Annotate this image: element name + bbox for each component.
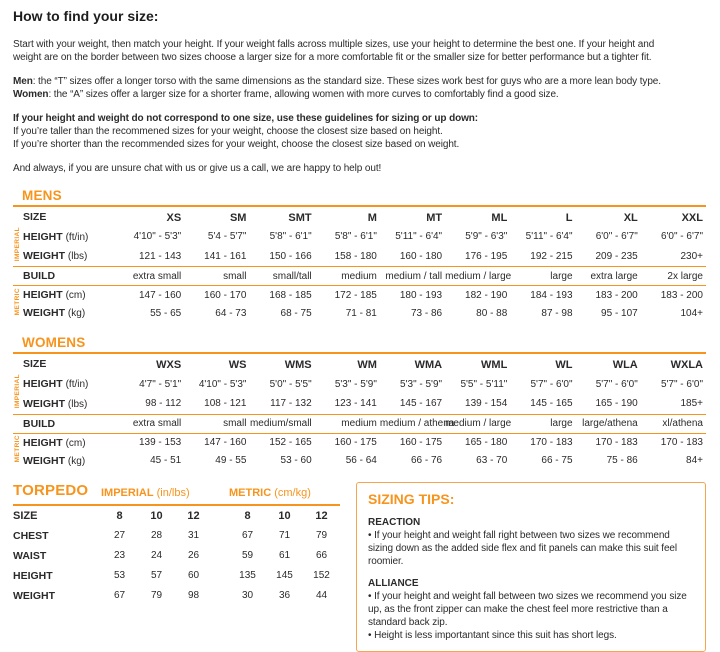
cell: 158 - 180 — [334, 250, 377, 262]
guideline-taller: If you’re taller than the recommened sizes for your weight, choose the closest size based on height. — [13, 126, 443, 137]
cell: 147 - 160 — [119, 286, 184, 305]
cell: 66 - 76 — [410, 455, 443, 467]
guideline-shorter: If you’re shorter than the recommended sizes for your weight, choose the closest size based on weight. — [13, 139, 460, 150]
womens-size-col: WMS — [284, 359, 312, 372]
cell: medium / tall — [380, 267, 445, 286]
cell: 5'0" - 5'5" — [269, 378, 312, 390]
cell: 183 - 200 — [641, 286, 706, 305]
cell: 165 - 180 — [445, 433, 510, 452]
torpedo-metric-heading: METRIC (cm/kg) — [229, 482, 340, 505]
cell: 145 — [276, 570, 293, 582]
cell: 5'7" - 6'0" — [530, 378, 573, 390]
cell: medium / athena — [380, 414, 445, 433]
cell: 12 — [315, 509, 328, 522]
cell: large — [510, 414, 575, 433]
cell: 160 - 175 — [380, 433, 445, 452]
mens-size-col: XL — [623, 212, 638, 224]
cell: 67 — [241, 530, 254, 542]
mens-build-row — [13, 267, 706, 286]
men-women-paragraph — [13, 75, 706, 101]
womens-size-col: WXS — [156, 359, 182, 372]
cell: 57 — [150, 570, 163, 582]
mens-section — [13, 188, 706, 322]
alliance-tip — [368, 577, 694, 642]
womens-size-col: WM — [357, 359, 377, 372]
mens-size-col: L — [565, 212, 573, 224]
cell: 123 - 141 — [334, 398, 377, 410]
guidelines-title: If your height and weight do not correspond to one size, use these guidelines for sizing or up down: — [13, 113, 479, 124]
size-row-label: SIZE — [23, 358, 47, 371]
build-row-label: BUILD — [23, 414, 119, 433]
cell: 185+ — [680, 398, 703, 410]
metric-vertical-label: METRIC — [14, 435, 21, 463]
mens-height-ftin-row — [13, 227, 706, 247]
cell: 12 — [187, 509, 200, 522]
cell: 108 - 121 — [204, 398, 247, 410]
womens-build-row — [13, 414, 706, 433]
womens-size-col: WML — [481, 359, 508, 372]
height-ftin-row-label: HEIGHT (ft/in) — [23, 230, 89, 243]
cell: 44 — [315, 590, 328, 602]
cell: 27 — [113, 530, 126, 542]
womens-weight-lbs-row — [13, 394, 706, 414]
cell: 139 - 154 — [465, 398, 508, 410]
cell: 209 - 235 — [595, 250, 638, 262]
cell: 53 - 60 — [280, 455, 312, 467]
womens-section — [13, 335, 706, 469]
cell: 75 - 86 — [606, 455, 638, 467]
cell: extra small — [119, 414, 184, 433]
cell: 68 - 75 — [280, 307, 312, 319]
intro-line: Start with your weight, then match your height. If your weight falls across multiple sizes, use your height to determine the best one. If your height and — [13, 39, 655, 50]
mens-weight-kg-row — [13, 304, 706, 322]
cell: 5'11" - 6'4" — [525, 231, 573, 243]
cell: 6'0" - 6'7" — [595, 231, 638, 243]
cell: 230+ — [680, 250, 703, 262]
cell: 135 — [239, 570, 256, 582]
build-row-label: BUILD — [23, 267, 119, 286]
sizing-tips-heading: SIZING TIPS: — [368, 490, 455, 507]
womens-weight-kg-row — [13, 452, 706, 470]
cell: 2x large — [641, 267, 706, 286]
cell: 8 — [116, 509, 123, 522]
mens-weight-lbs-row — [13, 247, 706, 267]
cell: 45 - 51 — [150, 455, 182, 467]
cell: 4'10" - 5'3" — [133, 231, 182, 243]
mens-heading: MENS — [13, 188, 706, 207]
cell: 63 - 70 — [476, 455, 508, 467]
alliance-bullet: • If your height and weight fall between two sizes we recommend you size up, as the front zipper can make the chest feel more restrictive than a standard back zip. — [368, 590, 687, 628]
cell: large — [510, 267, 575, 286]
cell: 66 — [315, 550, 328, 562]
cell: small/tall — [249, 267, 314, 286]
cell: 60 — [187, 570, 200, 582]
mens-height-cm-row — [13, 286, 706, 305]
torpedo-heading: TORPEDO — [13, 482, 101, 505]
guidelines-paragraph — [13, 112, 706, 151]
cell: 170 - 183 — [641, 433, 706, 452]
cell: small — [184, 267, 249, 286]
intro-line: weight are on the border between two sizes choose a larger size for a more comfortable fit or the smaller size for better performance but a tighter fit. — [13, 52, 652, 63]
torpedo-size-row: SIZE 8 10 12 8 10 12 — [13, 505, 340, 526]
bottom-section — [13, 482, 706, 652]
cell: 150 - 166 — [269, 250, 312, 262]
page-title: How to find your size: — [13, 8, 159, 24]
cell: 5'7" - 6'0" — [660, 378, 703, 390]
women-line — [13, 88, 706, 101]
cell: 71 - 81 — [345, 307, 377, 319]
metric-vertical-label: METRIC — [14, 288, 21, 316]
cell: extra small — [119, 267, 184, 286]
cell: 5'3" - 5'9" — [334, 378, 377, 390]
cell: 152 — [313, 570, 330, 582]
sizing-tips-box — [356, 482, 706, 652]
cell: 55 - 65 — [150, 307, 182, 319]
men-text: : the “T” sizes offer a longer torso with the same dimensions as the standard size. These sizes work best for guys who are a more lean body type. — [32, 76, 661, 87]
weight-lbs-row-label: WEIGHT (lbs) — [23, 397, 88, 410]
cell: 64 - 73 — [215, 307, 247, 319]
cell: 30 — [241, 590, 254, 602]
imperial-vertical-label: IMPERIAL — [14, 227, 21, 262]
cell: 66 - 75 — [541, 455, 573, 467]
cell: 98 — [187, 590, 200, 602]
womens-size-header-row — [13, 354, 706, 374]
men-label: Men — [13, 76, 33, 87]
cell: 172 - 185 — [315, 286, 380, 305]
height-cm-row-label: HEIGHT (cm) — [23, 286, 119, 305]
cell: 139 - 153 — [119, 433, 184, 452]
cell: 53 — [113, 570, 126, 582]
cell: 117 - 132 — [270, 398, 312, 410]
women-label: Women — [13, 89, 49, 100]
cell: 5'11" - 6'4" — [395, 231, 443, 243]
cell: 56 - 64 — [345, 455, 377, 467]
torpedo-table — [13, 482, 340, 606]
cell: 98 - 112 — [145, 398, 182, 410]
womens-height-cm-row — [13, 433, 706, 452]
cell: 147 - 160 — [184, 433, 249, 452]
womens-size-col: WL — [555, 359, 573, 372]
alliance-title: ALLIANCE — [368, 577, 419, 589]
cell: 5'5" - 5'11" — [460, 378, 508, 390]
cell: 26 — [187, 550, 200, 562]
cell: medium — [315, 267, 380, 286]
cell: 23 — [113, 550, 126, 562]
torpedo-header-row — [13, 482, 340, 505]
cell: 180 - 193 — [380, 286, 445, 305]
cell: 4'7" - 5'1" — [139, 378, 182, 390]
womens-size-table — [13, 354, 706, 469]
cell: 31 — [187, 530, 200, 542]
mens-size-col: SMT — [288, 212, 312, 224]
cell: 73 - 86 — [410, 307, 443, 319]
mens-size-col: MT — [426, 212, 443, 224]
cell: 10 — [278, 509, 291, 522]
men-line — [13, 75, 706, 88]
cell: medium/small — [249, 414, 314, 433]
torpedo-imperial-heading: IMPERIAL (in/lbs) — [101, 482, 212, 505]
cell: 5'3" - 5'9" — [400, 378, 443, 390]
cell: 160 - 180 — [399, 250, 443, 262]
cell: 36 — [278, 590, 291, 602]
cell: 5'4 - 5'7" — [207, 231, 247, 243]
cell: 160 - 175 — [315, 433, 380, 452]
cell: 165 - 190 — [595, 398, 638, 410]
alliance-bullet: • Height is less importantant since this suit has short legs. — [368, 629, 617, 641]
cell: 121 - 143 — [138, 250, 182, 262]
mens-size-col: XS — [166, 212, 182, 224]
closing-line: And always, if you are unsure chat with us or give us a call, we are happy to help out! — [13, 163, 382, 174]
reaction-bullet: • If your height and weight fall right between two sizes we recommend sizing down as the added side flex and fit panels can make this suit feel roomier. — [368, 529, 678, 567]
mens-size-header-row — [13, 207, 706, 227]
cell: medium — [315, 414, 380, 433]
cell: 71 — [278, 530, 291, 542]
cell: 145 - 167 — [399, 398, 443, 410]
cell: 5'9" - 6'3" — [465, 231, 508, 243]
closing-paragraph — [13, 162, 706, 175]
cell: 79 — [150, 590, 163, 602]
cell: 160 - 170 — [184, 286, 249, 305]
cell: 4'10" - 5'3" — [198, 378, 247, 390]
reaction-title: REACTION — [368, 516, 421, 528]
imperial-vertical-label: IMPERIAL — [14, 374, 21, 409]
cell: 67 — [113, 590, 126, 602]
cell: 183 - 200 — [576, 286, 641, 305]
mens-size-col: XXL — [681, 212, 703, 224]
height-cm-row-label: HEIGHT (cm) — [23, 433, 119, 452]
womens-size-col: WMA — [414, 359, 443, 372]
cell: 84+ — [686, 455, 703, 467]
cell: 5'7" - 6'0" — [595, 378, 638, 390]
cell: 170 - 183 — [510, 433, 575, 452]
cell: 152 - 165 — [249, 433, 314, 452]
cell: 192 - 215 — [530, 250, 573, 262]
cell: 10 — [150, 509, 163, 522]
cell: xl/athena — [641, 414, 706, 433]
height-ftin-row-label: HEIGHT (ft/in) — [23, 378, 89, 391]
reaction-tip — [368, 516, 694, 568]
cell: 176 - 195 — [465, 250, 508, 262]
mens-size-table — [13, 207, 706, 322]
cell: 24 — [150, 550, 163, 562]
cell: 49 - 55 — [215, 455, 247, 467]
cell: medium / large — [445, 414, 510, 433]
cell: 168 - 185 — [249, 286, 314, 305]
womens-size-col: WLA — [612, 359, 638, 372]
cell: 61 — [278, 550, 291, 562]
mens-size-col: ML — [491, 212, 508, 224]
weight-kg-row-label: WEIGHT (kg) — [23, 307, 86, 320]
cell: extra large — [576, 267, 641, 286]
cell: 28 — [150, 530, 163, 542]
womens-heading: WOMENS — [13, 335, 706, 354]
womens-size-col: WS — [228, 359, 247, 372]
torpedo-height-row: HEIGHT 53 57 60 135 145 152 — [13, 566, 340, 586]
cell: 145 - 165 — [530, 398, 573, 410]
cell: 95 - 107 — [601, 307, 638, 319]
cell: medium / large — [445, 267, 510, 286]
mens-size-col: M — [367, 212, 377, 224]
mens-size-col: SM — [229, 212, 247, 224]
cell: 141 - 161 — [204, 250, 247, 262]
women-text: : the “A” sizes offer a larger size for a shorter frame, allowing women with more curves to comfortably find a good size. — [48, 89, 559, 100]
cell: 59 — [241, 550, 254, 562]
cell: 184 - 193 — [510, 286, 575, 305]
cell: 79 — [315, 530, 328, 542]
cell: 170 - 183 — [576, 433, 641, 452]
torpedo-weight-row: WEIGHT 67 79 98 30 36 44 — [13, 586, 340, 606]
cell: large/athena — [576, 414, 641, 433]
weight-lbs-row-label: WEIGHT (lbs) — [23, 250, 88, 263]
womens-size-col: WXLA — [670, 359, 703, 372]
cell: 6'0" - 6'7" — [660, 231, 703, 243]
cell: 87 - 98 — [541, 307, 573, 319]
cell: 182 - 190 — [445, 286, 510, 305]
cell: 5'8" - 6'1" — [269, 231, 312, 243]
weight-kg-row-label: WEIGHT (kg) — [23, 454, 86, 467]
cell: 5'8" - 6'1" — [334, 231, 377, 243]
torpedo-chest-row: CHEST 27 28 31 67 71 79 — [13, 526, 340, 546]
torpedo-waist-row: WAIST 23 24 26 59 61 66 — [13, 546, 340, 566]
cell: 8 — [244, 509, 251, 522]
cell: small — [184, 414, 249, 433]
size-row-label: SIZE — [23, 211, 47, 223]
intro-paragraph — [13, 38, 706, 64]
cell: 104+ — [680, 307, 703, 319]
womens-height-ftin-row — [13, 374, 706, 394]
cell: 80 - 88 — [476, 307, 508, 319]
